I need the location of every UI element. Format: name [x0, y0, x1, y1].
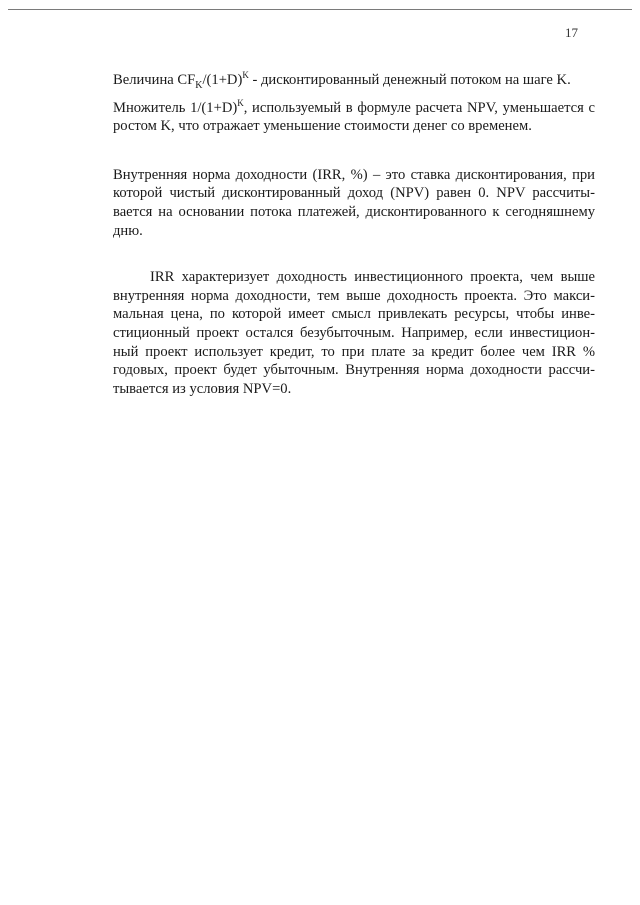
p1-tail: - дисконтированный денежный потоком на шаге K.	[248, 72, 571, 88]
p1-superscript: K	[242, 70, 249, 81]
document-body	[113, 71, 595, 398]
paragraph-irr-definition: Внутренняя норма доходности (IRR, %) – это ставка дисконтирования, при которой чистый дисконтированный доход (NPV) равен 0. NPV рассчитывается на основании потока платежей, дисконтированного к сегодняшнему дню.	[113, 166, 595, 239]
p1-lead: Величина CF	[113, 72, 196, 88]
p2-tail: , используемый в формуле расчета NPV, уменьшается с ростом K, что отражает уменьшение стоимости денег со временем.	[113, 99, 595, 135]
p2-lead: Множитель 1/(1+D)	[113, 99, 238, 116]
page-number: 17	[565, 25, 578, 40]
p1-subscript: K	[195, 79, 203, 91]
page-top-rule	[8, 9, 632, 10]
p1-mid: /(1+D)	[202, 72, 243, 88]
paragraph-discounted-cash-flow	[113, 71, 595, 90]
paragraph-discount-multiplier	[113, 99, 595, 136]
paragraph-irr-characteristics: IRR характеризует доходность инвестиционного проекта, чем выше внутренняя норма доходности, тем выше доходность проекта. Это максимальная цена, по которой имеет смысл привлекать ресурсы, чтобы инвестиционный проект остался безубыточным. Например, если инвестиционный проект использует кредит, то при плате за кредит более чем IRR % годовых, проект будет убыточным. Внутренняя норма доходности рассчитывается из условия NPV=0.	[113, 269, 595, 397]
p2-superscript: K	[237, 97, 244, 108]
